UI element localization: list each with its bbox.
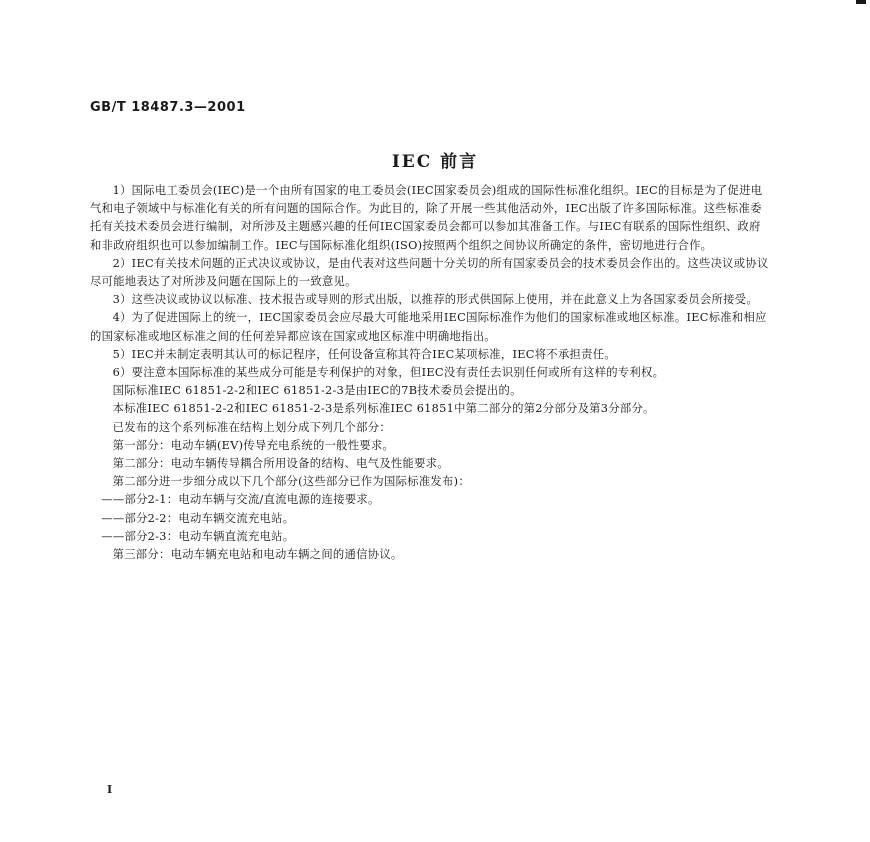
paragraph-1: 1）国际电工委员会(IEC)是一个由所有国家的电工委员会(IEC国家委员会)组成的国际性标准化组织。IEC的目标是为了促进电气和电子领域中与标准化有关的所有问题的国际合作。为此目的，除了开展一些其他活动外，IEC出版了许多国际标准。这些标准委托有关技术委员会进行编制，对所涉及主题感兴趣的任何IEC国家委员会都可以参加其准备工作。与IEC有联系的国际性组织、政府和非政府组织也可以参加编制工作。IEC与国际标准化组织(ISO)按照两个组织之间协议所确定的条件，密切地进行合作。 xyxy=(90,184,763,252)
paragraph-3: 3）这些决议或协议以标准、技术报告或导则的形式出版，以推荐的形式供国际上使用，并在此意义上为各国家委员会所接受。 xyxy=(112,293,758,307)
page-title: IEC 前言 xyxy=(391,152,479,172)
part-one: 第一部分：电动车辆(EV)传导充电系统的一般性要求。 xyxy=(112,438,395,452)
paragraph-5: 5）IEC并未制定表明其认可的标记程序，任何设备宣称其符合IEC某项标准，IEC将不承担责任。 xyxy=(112,347,616,361)
paragraph-2: 2）IEC有关技术问题的正式决议或协议，是由代表对这些问题十分关切的所有国家委员会的技术委员会作出的。这些决议或协议尽可能地表达了对所涉及问题在国际上的一致意见。 xyxy=(90,256,769,289)
part-three: 第三部分：电动车辆充电站和电动车辆之间的通信协议。 xyxy=(112,548,403,562)
sub-item-2-2: ——部分2-2：电动车辆交流充电站。 xyxy=(101,511,295,525)
document-body xyxy=(90,182,770,564)
paragraph-scope: 本标准IEC 61851-2-2和IEC 61851-2-3是系列标准IEC 61851中第二部分的第2分部分及第3分部分。 xyxy=(112,402,655,416)
scan-mark xyxy=(856,0,866,4)
part-two: 第二部分：电动车辆传导耦合所用设备的结构、电气及性能要求。 xyxy=(112,457,449,471)
paragraph-structure: 已发布的这个系列标准在结构上划分成下列几个部分： xyxy=(112,420,391,434)
paragraph-proposal: 国际标准IEC 61851-2-2和IEC 61851-2-3是由IEC的7B技术委员会提出的。 xyxy=(112,384,522,398)
standard-number: GB/T 18487.3—2001 xyxy=(90,100,246,115)
sub-item-2-3: ——部分2-3：电动车辆直流充电站。 xyxy=(101,529,295,543)
part-two-subdivision: 第二部分进一步细分成以下几个部分(这些部分已作为国际标准发布)： xyxy=(112,475,470,489)
sub-item-2-1: ——部分2-1：电动车辆与交流/直流电源的连接要求。 xyxy=(101,493,380,507)
paragraph-4: 4）为了促进国际上的统一，IEC国家委员会应尽最大可能地采用IEC国际标准作为他们的国家标准或地区标准。IEC标准和相应的国家标准或地区标准之间的任何差异都应该在国家或地区标准中明确地指出。 xyxy=(90,311,767,343)
paragraph-6: 6）要注意本国际标准的某些成分可能是专利保护的对象，但IEC没有责任去识别任何或所有这样的专利权。 xyxy=(112,366,665,380)
page-number: I xyxy=(107,783,113,796)
